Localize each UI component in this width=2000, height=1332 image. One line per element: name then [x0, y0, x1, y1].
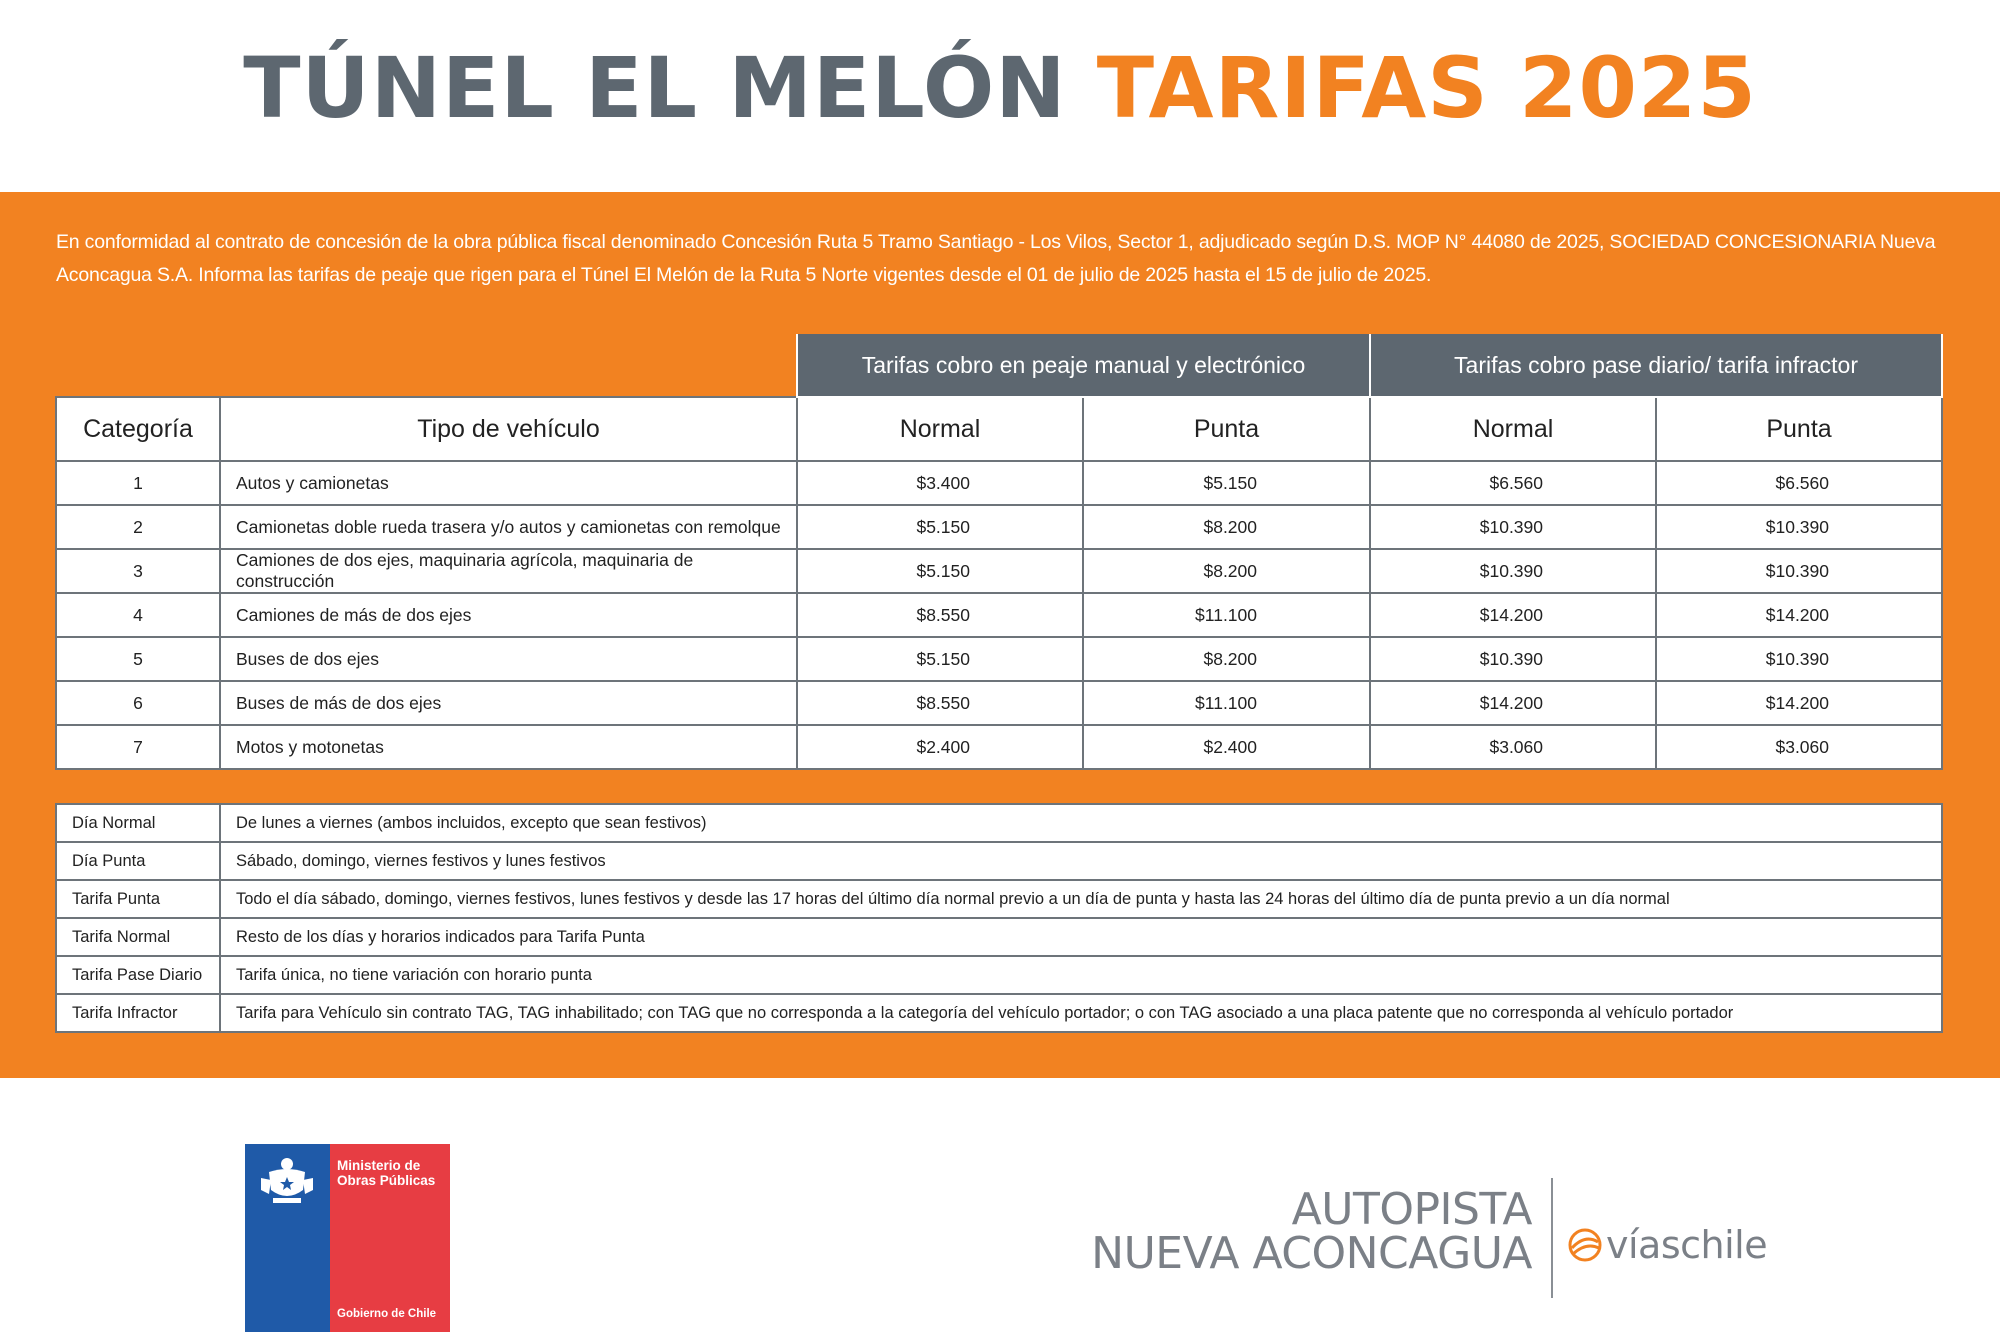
title-tunnel: TÚNEL EL MELÓN [243, 39, 1067, 137]
category-cell: 2 [56, 505, 220, 549]
definitions-table [55, 803, 1943, 1033]
definition-term: Día Normal [56, 804, 220, 842]
group-header-daily-pass: Tarifas cobro pase diario/ tarifa infractor [1370, 334, 1942, 397]
vehicle-type-cell: Camiones de dos ejes, maquinaria agrícola, maquinaria de construcción [220, 549, 797, 593]
manual-punta-cell: $8.200 [1083, 549, 1370, 593]
definition-text: Tarifa para Vehículo sin contrato TAG, TAG inhabilitado; con TAG que no corresponda a la categoría del vehículo portador; o con TAG asociado a una placa patente que no corresponda al vehículo portador [220, 994, 1942, 1032]
manual-normal-cell: $5.150 [797, 505, 1083, 549]
pase-normal-cell: $10.390 [1370, 505, 1656, 549]
mop-gobierno-text: Gobierno de Chile [337, 1308, 437, 1320]
definition-row [56, 880, 1942, 918]
title-year: TARIFAS 2025 [1096, 39, 1757, 137]
header-tipo-vehiculo: Tipo de vehículo [220, 397, 797, 461]
rate-row [56, 549, 1942, 593]
manual-punta-cell: $2.400 [1083, 725, 1370, 769]
viaschile-logo [1568, 1220, 1767, 1270]
rate-row [56, 461, 1942, 505]
pase-punta-cell: $10.390 [1656, 549, 1942, 593]
manual-normal-cell: $3.400 [797, 461, 1083, 505]
rate-row [56, 505, 1942, 549]
chile-coat-of-arms-icon [255, 1150, 319, 1214]
ana-line1: AUTOPISTA [1291, 1184, 1532, 1235]
definition-term: Tarifa Normal [56, 918, 220, 956]
pase-normal-cell: $10.390 [1370, 637, 1656, 681]
manual-normal-cell: $5.150 [797, 637, 1083, 681]
rates-table [55, 334, 1943, 770]
pase-punta-cell: $14.200 [1656, 681, 1942, 725]
vehicle-type-cell: Motos y motonetas [220, 725, 797, 769]
page-title [0, 38, 2000, 138]
vehicle-type-cell: Buses de más de dos ejes [220, 681, 797, 725]
category-cell: 3 [56, 549, 220, 593]
group-header-manual: Tarifas cobro en peaje manual y electrónico [797, 334, 1370, 397]
viaschile-icon [1568, 1228, 1602, 1262]
manual-punta-cell: $11.100 [1083, 593, 1370, 637]
category-cell: 1 [56, 461, 220, 505]
vehicle-type-cell: Autos y camionetas [220, 461, 797, 505]
definition-text: Todo el día sábado, domingo, viernes festivos, lunes festivos y desde las 17 horas del último día normal previo a un día de punta y hasta las 24 horas del último día de punta previo a un día normal [220, 880, 1942, 918]
definition-term: Tarifa Pase Diario [56, 956, 220, 994]
rate-row [56, 725, 1942, 769]
manual-punta-cell: $8.200 [1083, 505, 1370, 549]
category-cell: 5 [56, 637, 220, 681]
definition-row [56, 994, 1942, 1032]
category-cell: 7 [56, 725, 220, 769]
category-cell: 4 [56, 593, 220, 637]
category-cell: 6 [56, 681, 220, 725]
manual-punta-cell: $5.150 [1083, 461, 1370, 505]
manual-normal-cell: $5.150 [797, 549, 1083, 593]
intro-paragraph: En conformidad al contrato de concesión de la obra pública fiscal denominado Concesión Ruta 5 Tramo Santiago - Los Vilos, Sector 1, adjudicado según D.S. MOP N° 44080 de 2025, SOCIEDAD CONCESIONARIA Nueva Aconcagua S.A. Informa las tarifas de peaje que rigen para el Túnel El Melón de la Ruta 5 Norte vigentes desde el 01 de julio de 2025 hasta el 15 de julio de 2025. [56, 231, 1936, 286]
rate-row [56, 681, 1942, 725]
manual-normal-cell: $8.550 [797, 593, 1083, 637]
pase-normal-cell: $14.200 [1370, 681, 1656, 725]
header-pase-normal: Normal [1370, 397, 1656, 461]
vehicle-type-cell: Camionetas doble rueda trasera y/o autos y camionetas con remolque [220, 505, 797, 549]
pase-punta-cell: $6.560 [1656, 461, 1942, 505]
definition-text: De lunes a viernes (ambos incluidos, excepto que sean festivos) [220, 804, 1942, 842]
definition-row [56, 956, 1942, 994]
manual-punta-cell: $8.200 [1083, 637, 1370, 681]
mop-ministry-text: Ministerio de Obras Públicas [337, 1158, 436, 1188]
ana-line2: NUEVA ACONCAGUA [1091, 1228, 1532, 1279]
pase-normal-cell: $3.060 [1370, 725, 1656, 769]
pase-normal-cell: $14.200 [1370, 593, 1656, 637]
definition-term: Día Punta [56, 842, 220, 880]
pase-normal-cell: $6.560 [1370, 461, 1656, 505]
definition-text: Resto de los días y horarios indicados para Tarifa Punta [220, 918, 1942, 956]
pase-punta-cell: $14.200 [1656, 593, 1942, 637]
header-manual-punta: Punta [1083, 397, 1370, 461]
pase-punta-cell: $10.390 [1656, 637, 1942, 681]
pase-punta-cell: $10.390 [1656, 505, 1942, 549]
header-categoria: Categoría [56, 397, 220, 461]
rate-row [56, 593, 1942, 637]
definition-row [56, 804, 1942, 842]
manual-normal-cell: $2.400 [797, 725, 1083, 769]
definition-row [56, 842, 1942, 880]
rate-row [56, 637, 1942, 681]
definition-term: Tarifa Punta [56, 880, 220, 918]
logo-divider [1551, 1178, 1553, 1298]
definition-row [56, 918, 1942, 956]
header-pase-punta: Punta [1656, 397, 1942, 461]
definition-term: Tarifa Infractor [56, 994, 220, 1032]
pase-punta-cell: $3.060 [1656, 725, 1942, 769]
definition-text: Tarifa única, no tiene variación con horario punta [220, 956, 1942, 994]
manual-normal-cell: $8.550 [797, 681, 1083, 725]
definition-text: Sábado, domingo, viernes festivos y lunes festivos [220, 842, 1942, 880]
pase-normal-cell: $10.390 [1370, 549, 1656, 593]
viaschile-text: víaschile [1606, 1223, 1768, 1267]
header-manual-normal: Normal [797, 397, 1083, 461]
manual-punta-cell: $11.100 [1083, 681, 1370, 725]
vehicle-type-cell: Camiones de más de dos ejes [220, 593, 797, 637]
mop-logo [245, 1144, 450, 1332]
autopista-nueva-aconcagua-logo [980, 1184, 1532, 1279]
vehicle-type-cell: Buses de dos ejes [220, 637, 797, 681]
